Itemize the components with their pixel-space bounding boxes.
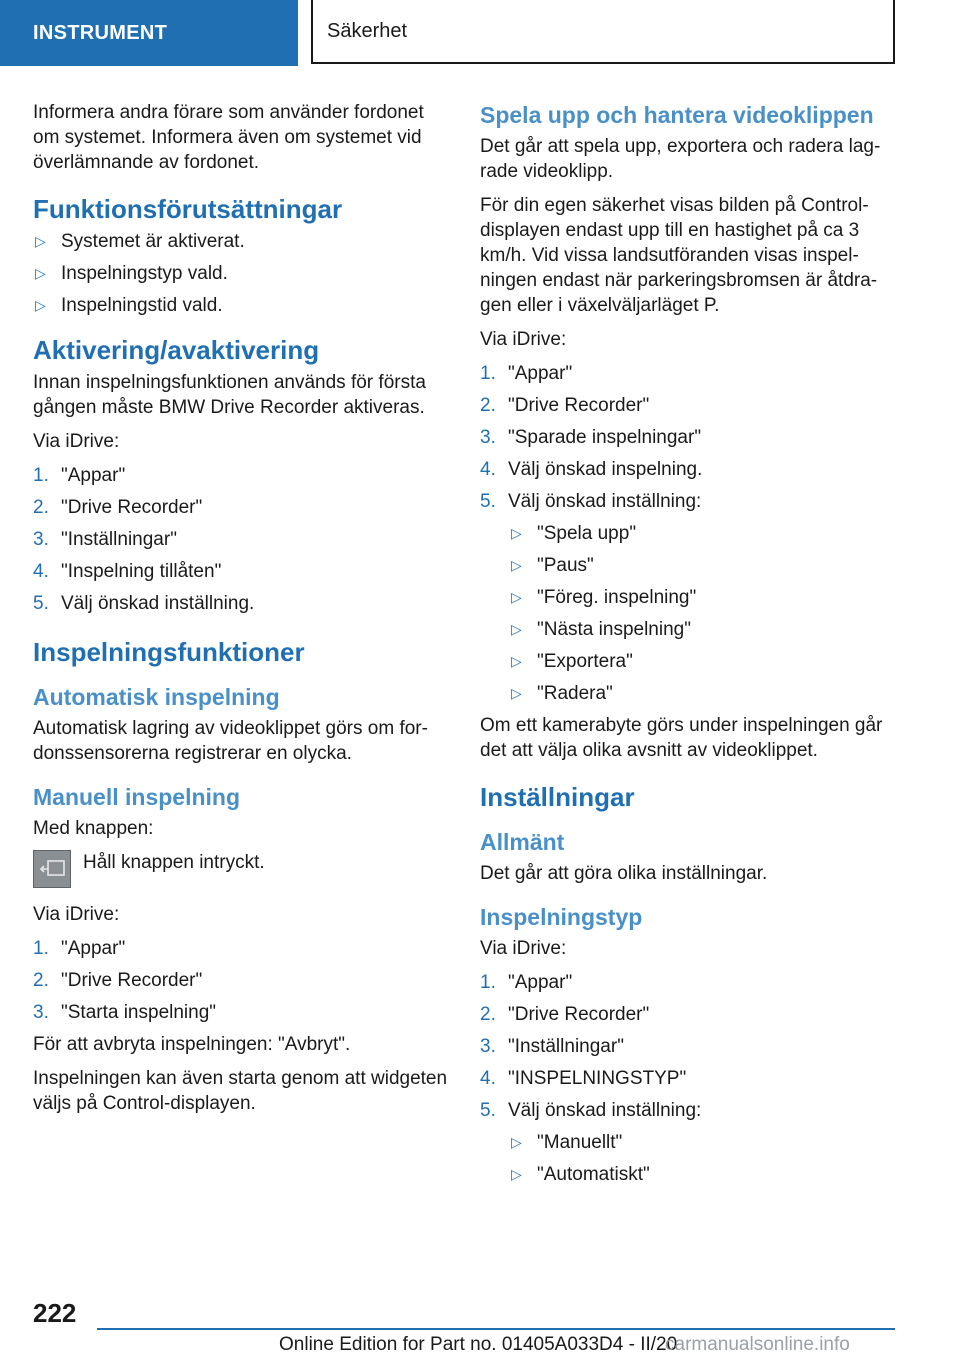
list-item: 2. "Drive Recorder" <box>33 970 203 991</box>
list-item: ▷ "Paus" <box>511 555 594 576</box>
via-idrive-label: Via iDrive: <box>480 329 567 350</box>
list-item: 4. Välj önskad inspelning. <box>480 459 703 480</box>
rectype-steps <box>480 970 900 1123</box>
page-number: 222 <box>33 1298 77 1328</box>
activation-heading: Aktivering/avaktivering <box>33 335 320 365</box>
list-item: ▷ "Manuellt" <box>511 1132 623 1153</box>
list-item: 5. Välj önskad inställning. <box>33 593 255 614</box>
manual-with-button: Med knappen: <box>33 818 154 839</box>
list-item: 3. "Starta inspelning" <box>33 1002 217 1023</box>
list-item: ▷ "Nästa inspelning" <box>511 619 691 640</box>
general-heading: Allmänt <box>480 829 565 855</box>
functions-heading: Inspelningsfunktioner <box>33 637 305 667</box>
triangle-bullet-icon: ▷ <box>511 589 522 605</box>
list-item: 3. "Inställningar" <box>33 529 177 550</box>
list-item: 4. "INSPELNINGSTYP" <box>480 1068 687 1089</box>
triangle-bullet-icon: ▷ <box>511 685 522 701</box>
rectype-options <box>509 1130 900 1187</box>
triangle-bullet-icon: ▷ <box>511 525 522 541</box>
footer-divider <box>97 1328 895 1330</box>
auto-heading: Automatisk inspelning <box>33 684 280 710</box>
settings-heading: Inställningar <box>480 782 635 812</box>
play-text-1: Det går att spela upp, exportera och radera lagrade videoklipp. <box>480 136 881 182</box>
list-item: 1. "Appar" <box>33 465 126 486</box>
play-options <box>509 521 900 706</box>
list-item: ▷ Systemet är aktiverat. <box>35 231 245 252</box>
list-item: ▷ "Exportera" <box>511 651 633 672</box>
prereq-list <box>33 229 451 318</box>
page-header <box>0 0 960 66</box>
list-item: ▷ "Föreg. inspelning" <box>511 587 697 608</box>
watermark-text: carmanualsonline.info <box>665 1334 850 1355</box>
triangle-bullet-icon: ▷ <box>35 265 46 281</box>
list-item: 1. "Appar" <box>33 938 126 959</box>
camera-text: Om ett kamerabyte görs under inspelningen går det att välja olika avsnitt av videoklippet. <box>480 715 883 761</box>
intro-text: Informera andra förare som använder fordonet om systemet. Informera även om systemet vid överlämnande av fordonet. <box>33 102 424 173</box>
drive-recorder-button-icon <box>33 850 71 888</box>
manual-steps <box>33 936 451 1025</box>
list-item: 4. "Inspelning tillåten" <box>33 561 222 582</box>
triangle-bullet-icon: ▷ <box>511 653 522 669</box>
via-idrive-label: Via iDrive: <box>33 904 120 925</box>
list-item: ▷ Inspelningstid vald. <box>35 295 223 316</box>
cancel-text: För att avbryta inspelningen: "Avbryt". <box>33 1034 351 1055</box>
list-item: 5. Välj önskad inställning: <box>480 1100 702 1121</box>
manual-hold-text: Håll knappen intryckt. <box>83 852 265 873</box>
general-text: Det går att göra olika inställningar. <box>480 863 768 884</box>
triangle-bullet-icon: ▷ <box>511 557 522 573</box>
list-item: 1. "Appar" <box>480 363 573 384</box>
list-item: ▷ "Spela upp" <box>511 523 637 544</box>
prereq-heading: Funktionsförutsättningar <box>33 194 343 224</box>
activation-text: Innan inspelningsfunktionen används för första gången måste BMW Drive Recorder aktiveras. <box>33 372 426 418</box>
triangle-bullet-icon: ▷ <box>511 1166 522 1182</box>
button-row <box>33 850 451 888</box>
play-heading: Spela upp och hantera videoklippen <box>480 102 874 128</box>
list-item: 1. "Appar" <box>480 972 573 993</box>
list-item: 2. "Drive Recorder" <box>33 497 203 518</box>
triangle-bullet-icon: ▷ <box>511 1134 522 1150</box>
triangle-bullet-icon: ▷ <box>35 233 46 249</box>
left-column <box>33 100 451 1125</box>
list-item: 2. "Drive Recorder" <box>480 1004 650 1025</box>
play-steps <box>480 361 900 514</box>
chapter-tab: INSTRUMENT <box>0 0 298 66</box>
list-item: 2. "Drive Recorder" <box>480 395 650 416</box>
via-idrive-label: Via iDrive: <box>33 431 120 452</box>
list-item: 5. Välj önskad inställning: <box>480 491 702 512</box>
manual-heading: Manuell inspelning <box>33 784 241 810</box>
rectype-heading: Inspelningstyp <box>480 904 643 930</box>
list-item: 3. "Inställningar" <box>480 1036 624 1057</box>
widget-text: Inspelningen kan även starta genom att widgeten väljs på Control-displayen. <box>33 1068 448 1114</box>
triangle-bullet-icon: ▷ <box>35 297 46 313</box>
edition-text: Online Edition for Part no. 01405A033D4 - II/20 <box>279 1334 678 1355</box>
list-item: 3. "Sparade inspelningar" <box>480 427 702 448</box>
activation-steps <box>33 463 451 616</box>
right-column <box>480 100 900 1194</box>
play-text-2: För din egen säkerhet visas bilden på Control-displayen endast upp till en hastighet på ca 3 km/h. Vid vissa landsutföranden visas inspelningen endast när parkeringsbromsen är åtdragen eller i växelväljarläget P. <box>480 195 878 316</box>
auto-text: Automatisk lagring av videoklippet görs om fordonssensorerna registrerar en olycka. <box>33 718 428 764</box>
triangle-bullet-icon: ▷ <box>511 621 522 637</box>
section-tab: Säkerhet <box>311 0 895 64</box>
list-item: ▷ "Automatiskt" <box>511 1164 650 1185</box>
list-item: ▷ Inspelningstyp vald. <box>35 263 228 284</box>
via-idrive-label: Via iDrive: <box>480 938 567 959</box>
list-item: ▷ "Radera" <box>511 683 613 704</box>
